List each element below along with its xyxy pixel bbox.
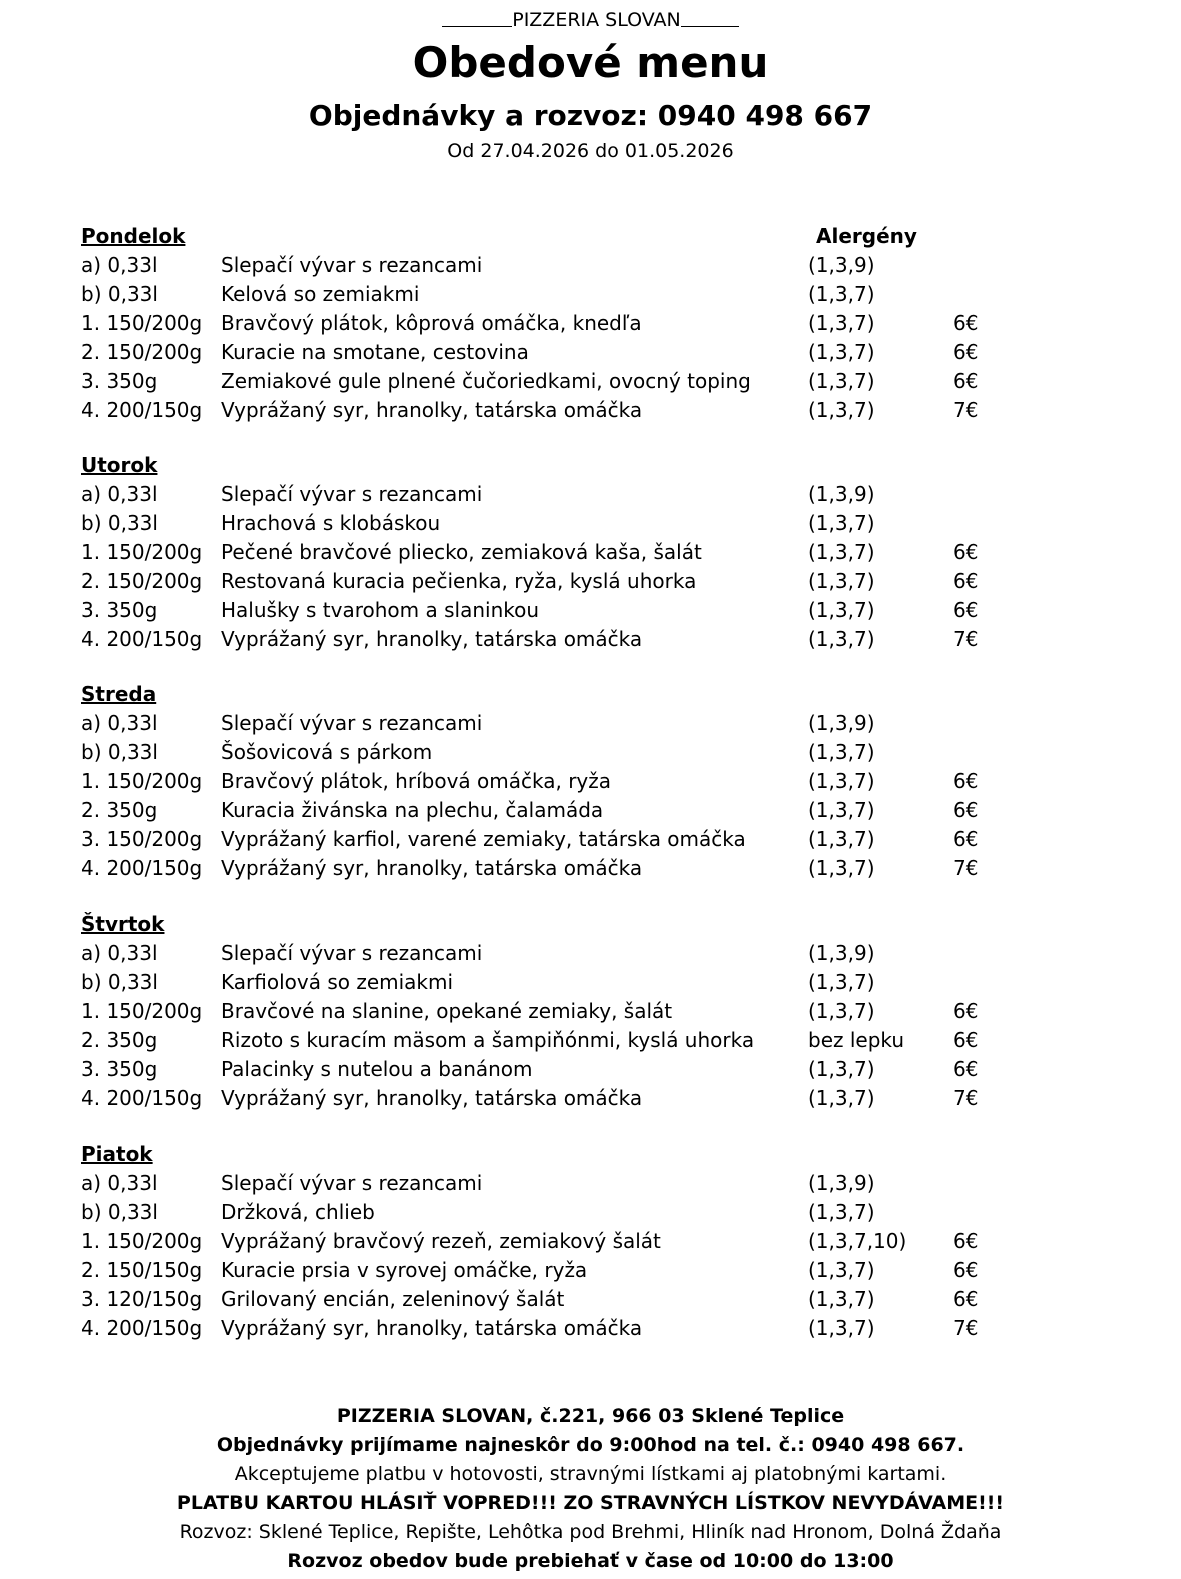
- menu-portion: 3. 120/150g: [81, 1287, 203, 1311]
- menu-row: [81, 796, 1121, 825]
- menu-allergens: (1,3,7): [808, 970, 875, 994]
- menu-row: [81, 538, 1121, 567]
- menu-allergens: (1,3,7): [808, 398, 875, 422]
- menu-allergens: (1,3,7): [808, 540, 875, 564]
- menu-price: 6€: [953, 1028, 979, 1052]
- menu-price: 6€: [953, 999, 979, 1023]
- menu-dish: Slepačí vývar s rezancami: [221, 1171, 483, 1195]
- menu-dish: Bravčové na slanine, opekané zemiaky, šalát: [221, 999, 673, 1023]
- menu-allergens: (1,3,9): [808, 1171, 875, 1195]
- menu-price: 6€: [953, 311, 979, 335]
- brand-underline-right: [681, 8, 739, 27]
- menu-row: [81, 1169, 1121, 1198]
- menu-row: [81, 1227, 1121, 1256]
- menu-price: 6€: [953, 769, 979, 793]
- menu-portion: b) 0,33l: [81, 282, 158, 306]
- menu-portion: 2. 350g: [81, 798, 158, 822]
- day-section: [81, 451, 1121, 654]
- menu-row: [81, 767, 1121, 796]
- menu-dish: Kuracia živánska na plechu, čalamáda: [221, 798, 604, 822]
- menu-row: [81, 997, 1121, 1026]
- menu-price: 6€: [953, 540, 979, 564]
- menu-dish: Vyprážaný syr, hranolky, tatárska omáčka: [221, 856, 643, 880]
- menu-allergens: (1,3,7): [808, 1258, 875, 1282]
- day-name: Piatok: [81, 1142, 153, 1166]
- menu-allergens: (1,3,7): [808, 1200, 875, 1224]
- menu-portion: 2. 150/200g: [81, 340, 203, 364]
- menu-row: [81, 709, 1121, 738]
- menu-portion: 4. 200/150g: [81, 856, 203, 880]
- menu-dish: Slepačí vývar s rezancami: [221, 482, 483, 506]
- menu-portion: 1. 150/200g: [81, 1229, 203, 1253]
- menu-portion: a) 0,33l: [81, 482, 158, 506]
- menu-price: 7€: [953, 856, 979, 880]
- menu-allergens: (1,3,9): [808, 711, 875, 735]
- day-header: [81, 910, 1121, 939]
- day-header: [81, 680, 1121, 709]
- menu-dish: Bravčový plátok, kôprová omáčka, knedľa: [221, 311, 642, 335]
- menu-allergens: (1,3,7): [808, 740, 875, 764]
- order-phone-line: Objednávky a rozvoz: 0940 498 667: [308, 99, 873, 132]
- menu-row: [81, 480, 1121, 509]
- menu-dish: Šošovicová s párkom: [221, 740, 433, 764]
- menu-price: 6€: [953, 798, 979, 822]
- menu-portion: 2. 350g: [81, 1028, 158, 1052]
- day-section: [81, 680, 1121, 883]
- day-section: [81, 222, 1121, 425]
- footer-delivery-area: Rozvoz: Sklené Teplice, Repište, Lehôtka pod Brehmi, Hliník nad Hronom, Dolná Ždaňa: [179, 1521, 1002, 1543]
- menu-portion: 1. 150/200g: [81, 540, 203, 564]
- brand-underline-left: [442, 8, 512, 27]
- menu-portion: b) 0,33l: [81, 970, 158, 994]
- menu-price: 6€: [953, 1229, 979, 1253]
- day-header: [81, 222, 1121, 251]
- menu-price: 6€: [953, 1258, 979, 1282]
- menu-price: 6€: [953, 1287, 979, 1311]
- menu-allergens: (1,3,7): [808, 769, 875, 793]
- menu-portion: 1. 150/200g: [81, 769, 203, 793]
- menu-dish: Halušky s tvarohom a slaninkou: [221, 598, 540, 622]
- menu-row: [81, 567, 1121, 596]
- menu-price: 7€: [953, 627, 979, 651]
- menu-dish: Karfiolová so zemiakmi: [221, 970, 454, 994]
- menu-row: [81, 939, 1121, 968]
- menu-portion: b) 0,33l: [81, 740, 158, 764]
- menu-row: [81, 1198, 1121, 1227]
- menu-row: [81, 738, 1121, 767]
- menu-portion: 4. 200/150g: [81, 627, 203, 651]
- day-header: [81, 451, 1121, 480]
- menu-dish: Slepačí vývar s rezancami: [221, 941, 483, 965]
- menu-portion: 4. 200/150g: [81, 1316, 203, 1340]
- menu-row: [81, 1256, 1121, 1285]
- day-name: Pondelok: [81, 224, 186, 248]
- menu-dish: Vyprážaný bravčový rezeň, zemiakový šalát: [221, 1229, 661, 1253]
- menu-price: 7€: [953, 1316, 979, 1340]
- menu-portion: a) 0,33l: [81, 941, 158, 965]
- menu-allergens: (1,3,7): [808, 511, 875, 535]
- day-name: Štvrtok: [81, 912, 165, 936]
- day-section: [81, 910, 1121, 1113]
- menu-price: 6€: [953, 598, 979, 622]
- menu-row: [81, 825, 1121, 854]
- day-section: [81, 1140, 1121, 1343]
- menu-row: [81, 367, 1121, 396]
- menu-allergens: (1,3,7): [808, 1316, 875, 1340]
- menu-allergens: (1,3,9): [808, 253, 875, 277]
- menu-row: [81, 280, 1121, 309]
- menu-row: [81, 509, 1121, 538]
- menu-price: 6€: [953, 1057, 979, 1081]
- menu-dish: Slepačí vývar s rezancami: [221, 253, 483, 277]
- menu-allergens: (1,3,7): [808, 1287, 875, 1311]
- menu-allergens: (1,3,7): [808, 598, 875, 622]
- menu-row: [81, 854, 1121, 883]
- menu-price: 6€: [953, 827, 979, 851]
- menu-allergens: (1,3,7): [808, 369, 875, 393]
- menu-allergens: (1,3,7): [808, 827, 875, 851]
- menu-allergens: (1,3,7): [808, 856, 875, 880]
- menu-allergens: (1,3,7): [808, 627, 875, 651]
- menu-dish: Vyprážaný syr, hranolky, tatárska omáčka: [221, 1086, 643, 1110]
- menu-allergens: (1,3,7): [808, 999, 875, 1023]
- menu-portion: 4. 200/150g: [81, 398, 203, 422]
- menu-dish: Vyprážaný syr, hranolky, tatárska omáčka: [221, 398, 643, 422]
- menu-row: [81, 596, 1121, 625]
- menu-dish: Rizoto s kuracím mäsom a šampiňónmi, kyslá uhorka: [221, 1028, 755, 1052]
- menu-row: [81, 396, 1121, 425]
- menu-row: [81, 1084, 1121, 1113]
- day-header: [81, 1140, 1121, 1169]
- page-title: Obedové menu: [412, 38, 769, 87]
- brand-header: [0, 8, 1181, 32]
- menu-row: [81, 309, 1121, 338]
- menu-dish: Vyprážaný syr, hranolky, tatárska omáčka: [221, 627, 643, 651]
- menu-dish: Kuracie prsia v syrovej omáčke, ryža: [221, 1258, 588, 1282]
- menu-row: [81, 251, 1121, 280]
- menu-portion: b) 0,33l: [81, 511, 158, 535]
- menu-portion: 1. 150/200g: [81, 999, 203, 1023]
- menu-allergens: (1,3,7): [808, 798, 875, 822]
- menu-portion: a) 0,33l: [81, 1171, 158, 1195]
- date-range: Od 27.04.2026 do 01.05.2026: [447, 140, 734, 162]
- menu-allergens: (1,3,9): [808, 482, 875, 506]
- menu-dish: Vyprážaný syr, hranolky, tatárska omáčka: [221, 1316, 643, 1340]
- menu-dish: Vyprážaný karfiol, varené zemiaky, tatárska omáčka: [221, 827, 746, 851]
- menu-dish: Slepačí vývar s rezancami: [221, 711, 483, 735]
- menu-allergens: (1,3,7,10): [808, 1229, 907, 1253]
- day-name: Utorok: [81, 453, 158, 477]
- menu-allergens: (1,3,7): [808, 569, 875, 593]
- menu-portion: b) 0,33l: [81, 1200, 158, 1224]
- menu-portion: a) 0,33l: [81, 711, 158, 735]
- allergens-column-header: Alergény: [816, 224, 917, 248]
- footer-delivery-time: Rozvoz obedov bude prebiehať v čase od 10:00 do 13:00: [287, 1550, 894, 1572]
- menu-dish: Restovaná kuracia pečienka, ryža, kyslá uhorka: [221, 569, 697, 593]
- menu-row: [81, 338, 1121, 367]
- menu-portion: a) 0,33l: [81, 253, 158, 277]
- menu-portion: 1. 150/200g: [81, 311, 203, 335]
- menu-allergens: (1,3,7): [808, 282, 875, 306]
- menu-dish: Držková, chlieb: [221, 1200, 375, 1224]
- menu-allergens: (1,3,7): [808, 311, 875, 335]
- menu-dish: Zemiakové gule plnené čučoriedkami, ovocný toping: [221, 369, 751, 393]
- menu-row: [81, 1055, 1121, 1084]
- menu-portion: 4. 200/150g: [81, 1086, 203, 1110]
- menu-allergens: (1,3,7): [808, 340, 875, 364]
- brand-name: PIZZERIA SLOVAN: [512, 9, 681, 31]
- menu-dish: Kuracie na smotane, cestovina: [221, 340, 529, 364]
- footer-payment-note: Akceptujeme platbu v hotovosti, stravnými lístkami aj platobnými kartami.: [234, 1463, 947, 1485]
- menu-row: [81, 1026, 1121, 1055]
- menu-portion: 3. 350g: [81, 1057, 158, 1081]
- menu-row: [81, 1314, 1121, 1343]
- menu-dish: Palacinky s nutelou a banánom: [221, 1057, 533, 1081]
- menu-dish: Bravčový plátok, hríbová omáčka, ryža: [221, 769, 611, 793]
- footer-card-warning: PLATBU KARTOU HLÁSIŤ VOPRED!!! ZO STRAVNÝCH LÍSTKOV NEVYDÁVAME!!!: [176, 1492, 1005, 1514]
- menu-price: 6€: [953, 369, 979, 393]
- menu-row: [81, 968, 1121, 997]
- menu-portion: 2. 150/150g: [81, 1258, 203, 1282]
- footer-orders-note: Objednávky prijímame najneskôr do 9:00hod na tel. č.: 0940 498 667.: [216, 1434, 965, 1456]
- menu-price: 7€: [953, 1086, 979, 1110]
- menu-price: 7€: [953, 398, 979, 422]
- menu-price: 6€: [953, 340, 979, 364]
- menu-price: 6€: [953, 569, 979, 593]
- menu-portion: 3. 350g: [81, 369, 158, 393]
- menu-dish: Hrachová s klobáskou: [221, 511, 441, 535]
- footer-address: PIZZERIA SLOVAN, č.221, 966 03 Sklené Teplice: [336, 1405, 845, 1427]
- menu-portion: 3. 150/200g: [81, 827, 203, 851]
- menu-allergens: bez lepku: [808, 1028, 905, 1052]
- day-name: Streda: [81, 682, 157, 706]
- menu-allergens: (1,3,7): [808, 1057, 875, 1081]
- menu-allergens: (1,3,9): [808, 941, 875, 965]
- menu-portion: 3. 350g: [81, 598, 158, 622]
- menu-portion: 2. 150/200g: [81, 569, 203, 593]
- menu-allergens: (1,3,7): [808, 1086, 875, 1110]
- menu-dish: Grilovaný encián, zeleninový šalát: [221, 1287, 565, 1311]
- menu-row: [81, 625, 1121, 654]
- menu-dish: Pečené bravčové pliecko, zemiaková kaša, šalát: [221, 540, 702, 564]
- footer: [0, 1402, 1181, 1576]
- menu-dish: Kelová so zemiakmi: [221, 282, 420, 306]
- menu-row: [81, 1285, 1121, 1314]
